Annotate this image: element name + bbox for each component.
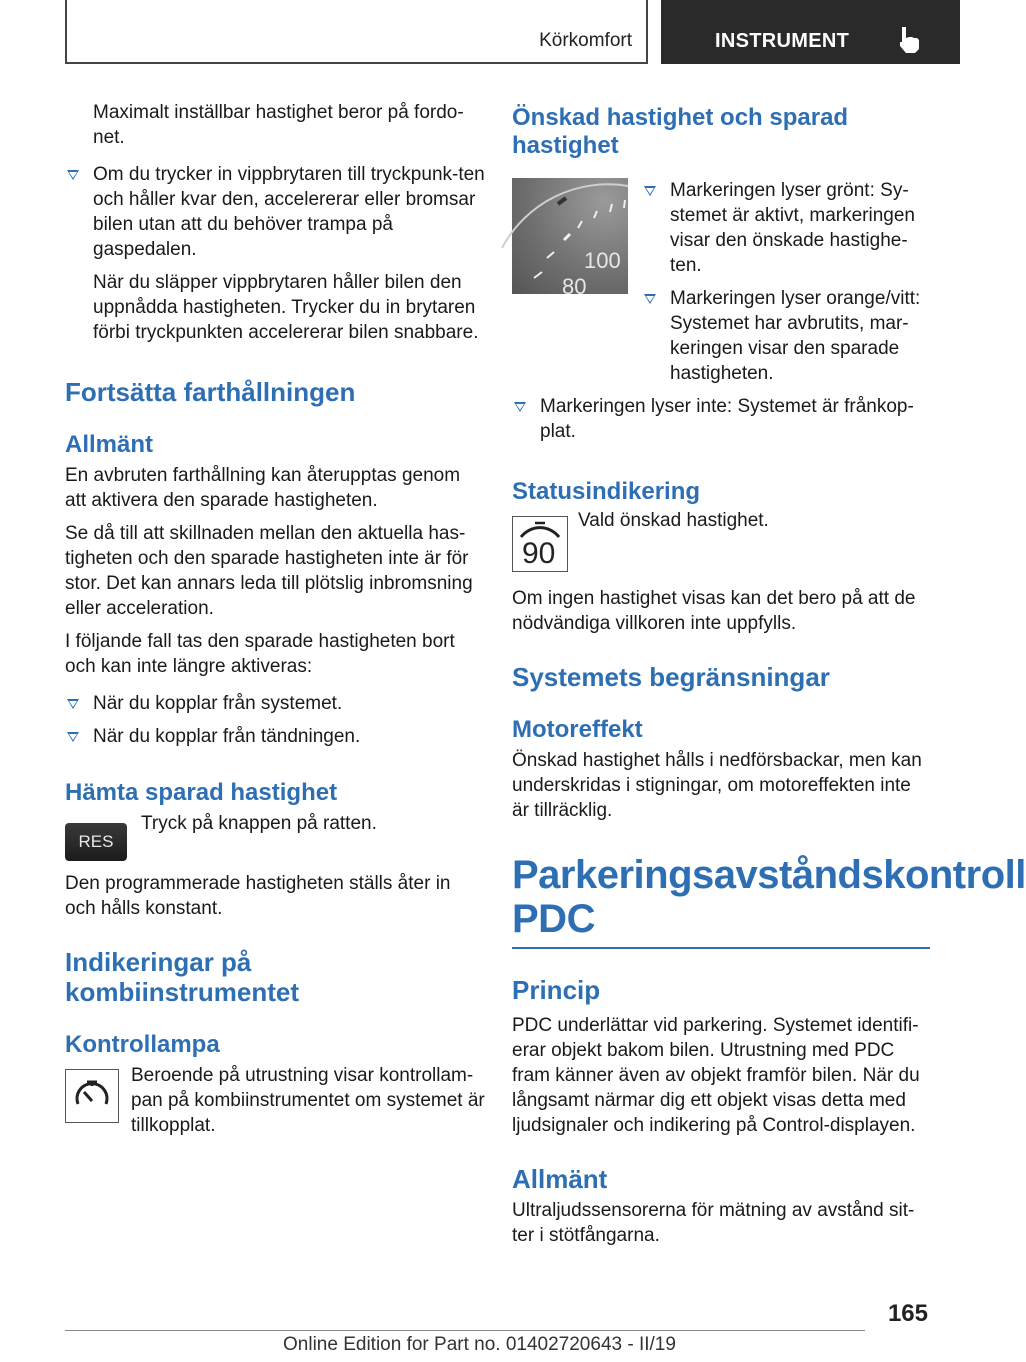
list-item: Markeringen lyser grönt: Sy-stemet är aktivt, markeringen visar den önskade hastighe-ten. [642,178,930,278]
max-speed-text: Maximalt inställbar hastighet beror på fordo-net. [93,102,464,148]
speedometer-gauge-image [512,178,628,299]
list-item: Om du trycker in vippbrytaren till tryckpunk-ten och håller kvar den, accelererar eller bromsar bilen utan att du behöver trampa på gaspedalen. [65,162,485,262]
paragraph: Önskad hastighet hålls i nedförsbackar, men kan underskridas i stigningar, om motoreffekten inte är tillräcklig. [512,750,922,821]
subheading-engine-power: Motoreffekt [512,716,643,743]
speed-value-90: 90 [522,537,556,570]
subheading-general: Allmänt [65,431,154,458]
res-button-label: RES [78,832,114,851]
header-section-tab [65,0,648,64]
chapter-heading-pdc: Parkeringsavståndskontroll PDC [512,853,1026,941]
res-button-icon [65,823,127,861]
footer-divider [65,1330,865,1331]
res-text: Tryck på knappen på ratten. [141,813,377,834]
paragraph: PDC underlättar vid parkering. Systemet identifi-erar objekt bakom bilen. Utrustning med PDC fram känner även av objekt framför bilen. När du långsamt närmar dig ett objekt visas detta med ljudsignaler och indikering på Control-displayen. [512,1015,920,1136]
list-item: När du kopplar från tändningen. [65,724,485,749]
paragraph: Den programmerade hastigheten ställs åter in och hålls konstant. [65,873,451,919]
section-heading-indicators: Indikeringar på kombiinstrumentet [65,947,300,1007]
subheading-indicator-lamp: Kontrollampa [65,1031,220,1058]
speedometer-lamp-icon [65,1069,119,1123]
status-text: Vald önskad hastighet. [578,510,769,531]
gauge-label-100: 100 [584,248,621,273]
desired-speed-display-icon [512,516,568,572]
right-column [512,96,1026,1248]
subheading-status: Statusindikering [512,478,701,505]
release-text: När du släpper vippbrytaren håller bilen den uppnådda hastigheten. Trycker du in brytaren förbi tryckpunkten accelererar bilen snabbare. [93,272,479,343]
subheading-desired-speed: Önskad hastighet och sparad hastighet [512,104,849,159]
section-heading-principle: Princip [512,975,601,1005]
list-item: Markeringen lyser inte: Systemet är frånkop-plat. [512,394,930,444]
indicator-lamp-text: Beroende på utrustning visar kontrollam-pan på kombiinstrumentet om systemet är tillkopplat. [131,1065,485,1136]
heading-divider [512,947,930,949]
page-number: 165 [887,1300,928,1327]
header-chapter-tab [661,0,960,64]
paragraph: Ultraljudssensorerna för mätning av avstånd sit-ter i stötfångarna. [512,1200,915,1246]
header-section-title: Körkomfort [539,30,632,51]
section-heading-continue: Fortsätta farthållningen [65,377,356,407]
header-chapter-title: INSTRUMENT [715,30,850,52]
left-column [65,96,485,1138]
paragraph: Om ingen hastighet visas kan det bero på att de nödvändiga villkoren inte uppfylls. [512,588,916,634]
subheading-resume: Hämta sparad hastighet [65,779,338,806]
paragraph: En avbruten farthållning kan återupptas genom att aktivera den sparade hastigheten. [65,465,461,511]
footer-edition: Online Edition for Part no. 01402720643 - II/19 [283,1334,676,1355]
section-heading-general: Allmänt [512,1164,608,1194]
list-item: När du kopplar från systemet. [65,691,485,716]
list-item: Markeringen lyser orange/vitt: Systemet har avbrutits, mar-keringen visar den sparade hastigheten. [642,286,930,386]
pointing-hand-icon [896,25,922,55]
section-heading-limits: Systemets begränsningar [512,662,830,692]
paragraph: I följande fall tas den sparade hastigheten bort och kan inte längre aktiveras: [65,631,455,677]
paragraph: Se då till att skillnaden mellan den aktuella has-tigheten och den sparade hastigheten inte är för stor. Det kan annars leda till plötslig inbromsning eller acceleration. [65,523,473,619]
gauge-label-80: 80 [562,274,587,299]
